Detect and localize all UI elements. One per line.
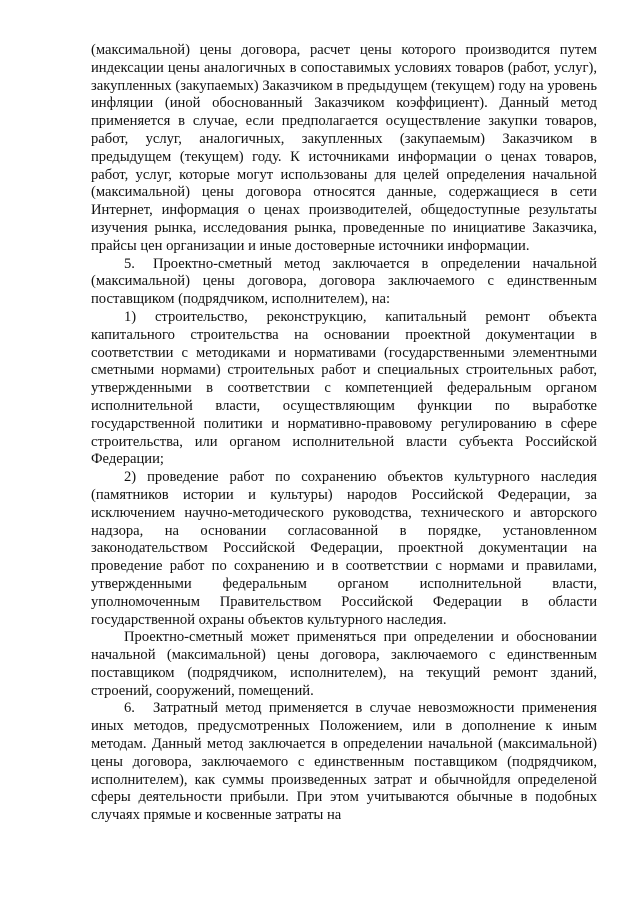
paragraph-item-6 — [91, 700, 597, 825]
paragraph-item-5 — [91, 256, 597, 309]
paragraph-continuation: (максимальной) цены договора, расчет цены которого производится путем индексации цены аналогичных в сопоставимых условиях товаров (работ, услуг), закупленных (закупаемых) Заказчиком в предыдущем (текущем) году на уровень инфляции (иной обоснованный Заказчиком коэффициент). Данный метод применяется в случае, если предполагается осуществление закупки товаров, работ, услуг, аналогичных, закупленных (закупаемым) Заказчиком в предыдущем (текущем) году. К источниками информации о ценах товаров, работ, услуг, которые могут использованы для целей определения начальной (максимальной) цены договора относятся данные, содержащиеся в сети Интернет, информация о ценах производителей, общедоступные результаты изучения рынка, исследования рынка, проведенные по инициативе Заказчика, прайсы цен организации и иные достоверные источники информации. — [91, 42, 597, 254]
item-number: 6. — [124, 700, 135, 717]
paragraph-item-5-1: 1) строительство, реконструкцию, капитальный ремонт объекта капитального строительства на основании проектной документации в соответствии с методиками и нормативами (государственными элементными сметными нормами) строительных работ и специальных строительных работ, утвержденными в соответствии с компетенцией федеральным органом исполнительной власти, осуществляющим функции по выработке государственной политики и нормативно-правовому регулированию в сфере строительства, или органом исполнительной власти субъекта Российской Федерации; — [91, 308, 597, 468]
document-page — [91, 42, 597, 825]
paragraph-item-5-note: Проектно-сметный может применяться при определении и обосновании начальной (максимальной) цены договора, заключаемого с единственным поставщиком (подрядчиком, исполнителем), на текущий ремонт зданий, строений, сооружений, помещений. — [91, 629, 597, 699]
item-number: 5. — [124, 255, 135, 272]
paragraph-item-5-2: 2) проведение работ по сохранению объектов культурного наследия (памятников истории и культуры) народов Российской Федерации, за исключением научно-методического руководства, технического и авторского надзора, на основании согласованной в порядке, установленном законодательством Российской Федерации, проектной документации на проведение работ по сохранению и в соответствии с нормами и правилами, утвержденными федеральным органом исполнительной власти, уполномоченным Правительством Российской Федерации в области государственной охраны объектов культурного наследия. — [91, 469, 597, 628]
paragraph-text: Проектно-сметный метод заключается в определении начальной (максимальной) цены договора, договора заключаемого с единственным поставщиком (подрядчиком, исполнителем), на: — [91, 255, 597, 308]
paragraph-text: Затратный метод применяется в случае невозможности применения иных методов, предусмотренных Положением, или в дополнение к иным методам. Данный метод заключается в определении начальной (максимальной) цены договора, заключаемого с единственным поставщиком (подрядчиком, исполнителем), как суммы произведенных затрат и обычнойдля определеной сферы деятельности прибыли. При этом учитываются обычные в подобных случаях прямые и косвенные затраты на — [91, 700, 597, 824]
